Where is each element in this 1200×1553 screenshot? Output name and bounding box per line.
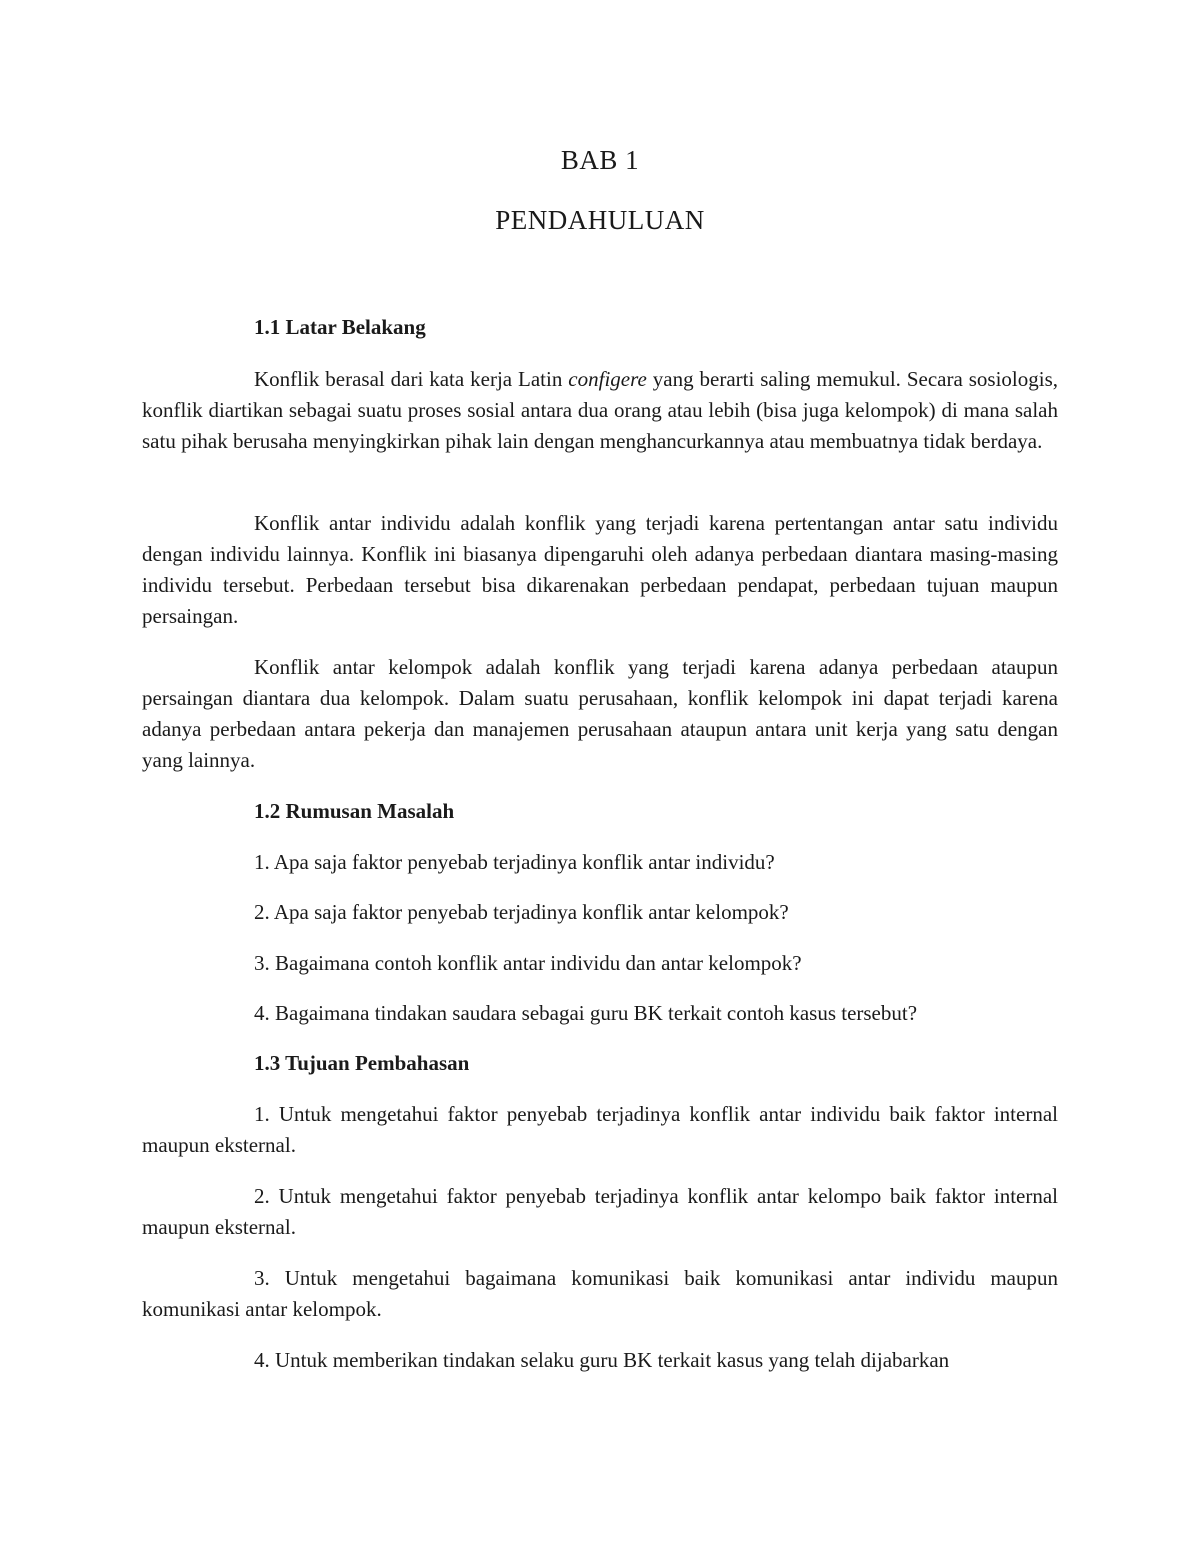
tujuan-item: 1. Untuk mengetahui faktor penyebab terjadinya konflik antar individu baik faktor internal maupun eksternal. (142, 1102, 1058, 1157)
rumusan-item: 2. Apa saja faktor penyebab terjadinya konflik antar kelompok? (254, 900, 789, 924)
rumusan-item: 4. Bagaimana tindakan saudara sebagai guru BK terkait contoh kasus tersebut? (254, 1001, 918, 1025)
tujuan-item: 2. Untuk mengetahui faktor penyebab terjadinya konflik antar kelompo baik faktor internal maupun eksternal. (142, 1184, 1058, 1239)
rumusan-item: 1. Apa saja faktor penyebab terjadinya konflik antar individu? (254, 850, 775, 874)
tujuan-item: 4. Untuk memberikan tindakan selaku guru BK terkait kasus yang telah dijabarkan (254, 1348, 950, 1372)
paragraph-text: yang berarti saling memukul. Secara sosiologis, konflik diartikan sebagai suatu proses sosial antara dua orang atau lebih (bisa juga kelompok) di mana salah satu pihak berusaha menyingkirkan pihak lain dengan menghancurkannya atau membuatnya tidak berdaya. (142, 367, 1058, 453)
section-heading-latar-belakang: 1.1 Latar Belakang (254, 315, 426, 339)
paragraph-konflik-individu: Konflik antar individu adalah konflik yang terjadi karena pertentangan antar satu individu dengan individu lainnya. Konflik ini biasanya dipengaruhi oleh adanya perbedaan diantara masing-masing individu tersebut. Perbedaan tersebut bisa dikarenakan perbedaan pendapat, perbedaan tujuan maupun persaingan. (142, 511, 1058, 628)
section-heading-rumusan-masalah: 1.2 Rumusan Masalah (254, 799, 455, 823)
tujuan-item: 3. Untuk mengetahui bagaimana komunikasi baik komunikasi antar individu maupun komunikasi antar kelompok. (142, 1266, 1058, 1321)
section-heading-tujuan-pembahasan: 1.3 Tujuan Pembahasan (254, 1051, 470, 1075)
chapter-number: BAB 1 (560, 145, 640, 175)
latin-term: configere (568, 367, 647, 391)
rumusan-item: 3. Bagaimana contoh konflik antar individu dan antar kelompok? (254, 951, 802, 975)
paragraph-konflik-kelompok: Konflik antar kelompok adalah konflik yang terjadi karena adanya perbedaan ataupun persaingan diantara dua kelompok. Dalam suatu perusahaan, konflik kelompok ini dapat terjadi karena adanya perbedaan antara pekerja dan manajemen perusahaan ataupun antara unit kerja yang satu dengan yang lainnya. (142, 655, 1058, 772)
paragraph-text: Konflik berasal dari kata kerja Latin (254, 367, 569, 391)
chapter-title: PENDAHULUAN (495, 205, 705, 235)
paragraph-konflik-definition (142, 364, 1058, 457)
